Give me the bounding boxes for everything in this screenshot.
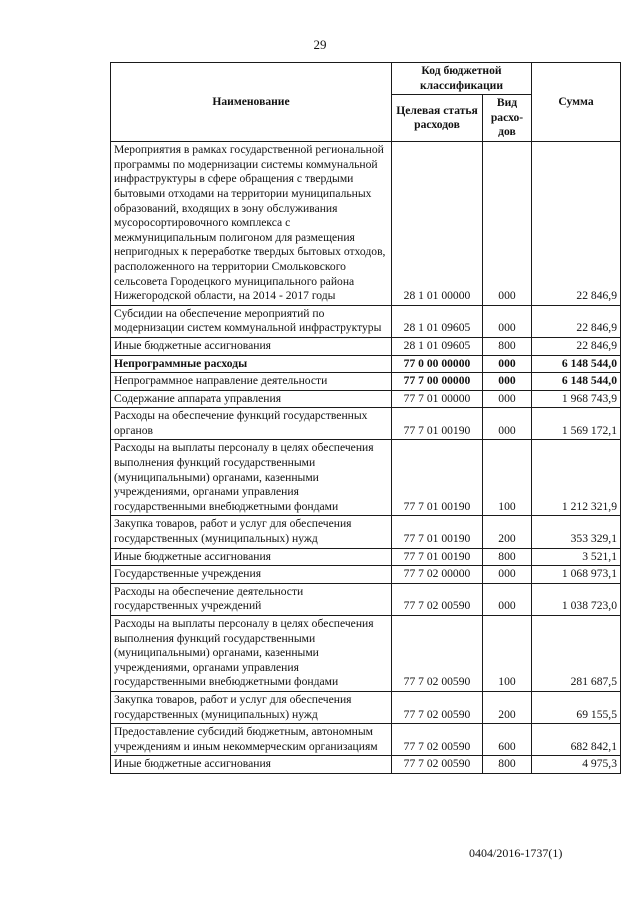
row-name: Расходы на обеспечение деятельности государственных учреждений <box>111 583 392 615</box>
table-row <box>111 373 621 391</box>
row-target-code: 28 1 01 00000 <box>392 142 483 306</box>
table-row <box>111 616 621 692</box>
row-expense-type: 100 <box>483 440 532 516</box>
row-name: Расходы на выплаты персоналу в целях обеспечения выполнения функций государственными (муниципальными) органами, казенными учреждениями, органами управления государственными внебюджетными фондами <box>111 440 392 516</box>
row-name: Расходы на обеспечение функций государственных органов <box>111 408 392 440</box>
row-name: Закупка товаров, работ и услуг для обеспечения государственных (муниципальных) нужд <box>111 691 392 723</box>
header-target: Целевая статья расходов <box>392 95 483 142</box>
table-row <box>111 142 621 306</box>
row-expense-type: 000 <box>483 373 532 391</box>
header-code-group: Код бюджетной классификации <box>392 63 532 95</box>
row-sum: 682 842,1 <box>532 724 621 756</box>
row-target-code: 77 7 02 00590 <box>392 616 483 692</box>
row-target-code: 77 7 01 00190 <box>392 408 483 440</box>
row-sum: 4 975,3 <box>532 756 621 774</box>
row-name: Непрограммное направление деятельности <box>111 373 392 391</box>
row-name: Субсидии на обеспечение мероприятий по модернизации систем коммунальной инфраструктуры <box>111 305 392 337</box>
row-name: Иные бюджетные ассигнования <box>111 337 392 355</box>
table-row <box>111 390 621 408</box>
table-row <box>111 724 621 756</box>
row-target-code: 77 7 01 00190 <box>392 516 483 548</box>
row-target-code: 28 1 01 09605 <box>392 337 483 355</box>
budget-table-body <box>111 142 621 774</box>
table-row <box>111 566 621 584</box>
row-expense-type: 600 <box>483 724 532 756</box>
table-row <box>111 408 621 440</box>
row-target-code: 77 7 02 00590 <box>392 691 483 723</box>
row-target-code: 77 7 02 00590 <box>392 724 483 756</box>
row-expense-type: 800 <box>483 337 532 355</box>
document-footer-code: 0404/2016-1737(1) <box>469 846 563 860</box>
header-name: Наименование <box>111 63 392 142</box>
row-name: Расходы на выплаты персоналу в целях обеспечения выполнения функций государственными (муниципальными) органами, казенными учреждениями, органами управления государственными внебюджетными фондами <box>111 616 392 692</box>
row-sum: 1 038 723,0 <box>532 583 621 615</box>
page-number: 29 <box>313 37 327 52</box>
row-sum: 1 068 973,1 <box>532 566 621 584</box>
table-row <box>111 583 621 615</box>
table-row <box>111 756 621 774</box>
row-expense-type: 800 <box>483 756 532 774</box>
table-row <box>111 691 621 723</box>
row-sum: 22 846,9 <box>532 142 621 306</box>
table-row <box>111 337 621 355</box>
row-name: Государственные учреждения <box>111 566 392 584</box>
row-name: Иные бюджетные ассигнования <box>111 756 392 774</box>
table-row <box>111 355 621 373</box>
budget-table-header <box>111 63 621 142</box>
row-name: Мероприятия в рамках государственной региональной программы по модернизации системы коммунальной инфраструктуры в сфере обращения с твердыми бытовыми отходами на территории муниципальных образований, входящих в зону обслуживания мусоросортировочного комплекса с межмуниципальным полигоном для размещения непригодных к переработке твердых бытовых отходов, расположенного на территории Смольковского сельсовета Городецкого муниципального района Нижегородской области, на 2014 - 2017 годы <box>111 142 392 306</box>
row-target-code: 28 1 01 09605 <box>392 305 483 337</box>
row-expense-type: 000 <box>483 390 532 408</box>
budget-table <box>110 62 621 774</box>
row-expense-type: 800 <box>483 548 532 566</box>
row-expense-type: 000 <box>483 566 532 584</box>
table-row <box>111 440 621 516</box>
row-target-code: 77 7 02 00590 <box>392 756 483 774</box>
row-expense-type: 200 <box>483 691 532 723</box>
row-sum: 353 329,1 <box>532 516 621 548</box>
row-sum: 1 569 172,1 <box>532 408 621 440</box>
row-name: Содержание аппарата управления <box>111 390 392 408</box>
row-sum: 281 687,5 <box>532 616 621 692</box>
row-sum: 22 846,9 <box>532 305 621 337</box>
row-expense-type: 200 <box>483 516 532 548</box>
row-name: Непрограммные расходы <box>111 355 392 373</box>
row-target-code: 77 7 01 00190 <box>392 548 483 566</box>
row-target-code: 77 7 02 00590 <box>392 583 483 615</box>
row-expense-type: 000 <box>483 408 532 440</box>
row-sum: 3 521,1 <box>532 548 621 566</box>
row-expense-type: 000 <box>483 305 532 337</box>
row-sum: 22 846,9 <box>532 337 621 355</box>
row-expense-type: 100 <box>483 616 532 692</box>
header-vid: Вид расхо- дов <box>483 95 532 142</box>
row-name: Иные бюджетные ассигнования <box>111 548 392 566</box>
table-row <box>111 305 621 337</box>
row-target-code: 77 7 01 00190 <box>392 440 483 516</box>
row-expense-type: 000 <box>483 583 532 615</box>
row-target-code: 77 0 00 00000 <box>392 355 483 373</box>
row-sum: 1 212 321,9 <box>532 440 621 516</box>
table-row <box>111 516 621 548</box>
table-row <box>111 548 621 566</box>
row-sum: 6 148 544,0 <box>532 355 621 373</box>
row-target-code: 77 7 02 00000 <box>392 566 483 584</box>
row-target-code: 77 7 00 00000 <box>392 373 483 391</box>
row-expense-type: 000 <box>483 355 532 373</box>
row-sum: 1 968 743,9 <box>532 390 621 408</box>
row-target-code: 77 7 01 00000 <box>392 390 483 408</box>
row-name: Предоставление субсидий бюджетным, автономным учреждениям и иным некоммерческим организациям <box>111 724 392 756</box>
header-sum: Сумма <box>532 63 621 142</box>
row-sum: 6 148 544,0 <box>532 373 621 391</box>
row-sum: 69 155,5 <box>532 691 621 723</box>
row-expense-type: 000 <box>483 142 532 306</box>
row-name: Закупка товаров, работ и услуг для обеспечения государственных (муниципальных) нужд <box>111 516 392 548</box>
